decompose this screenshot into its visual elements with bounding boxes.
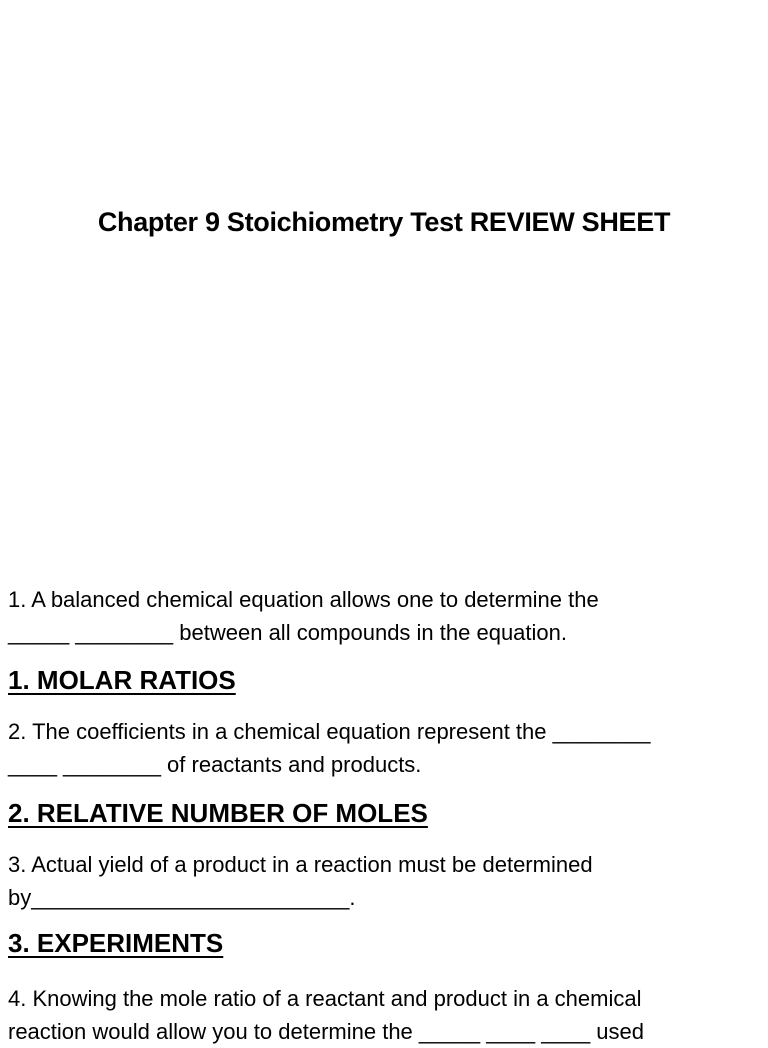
question-4-line-1: 4. Knowing the mole ratio of a reactant and product in a chemical: [8, 986, 642, 1011]
question-2-line-2: ____ ________ of reactants and products.: [8, 752, 422, 777]
page-title: Chapter 9 Stoichiometry Test REVIEW SHEET: [97, 207, 671, 237]
question-2: [8, 715, 760, 781]
question-4: [8, 982, 760, 1048]
question-3: [8, 848, 760, 914]
question-1: [8, 583, 760, 649]
answer-1: 1. MOLAR RATIOS: [8, 665, 236, 695]
question-3-line-2: by__________________________.: [8, 885, 356, 910]
question-4-line-2: reaction would allow you to determine the _____ ____ ____ used: [8, 1019, 645, 1044]
question-1-line-2: _____ ________ between all compounds in the equation.: [8, 620, 568, 645]
question-1-line-1: 1. A balanced chemical equation allows one to determine the: [8, 587, 599, 612]
question-2-line-1: 2. The coefficients in a chemical equation represent the ________: [8, 719, 651, 744]
answer-3: 3. EXPERIMENTS: [8, 928, 224, 958]
question-3-line-1: 3. Actual yield of a product in a reaction must be determined: [8, 852, 593, 877]
slide-review-questions: [0, 576, 768, 1044]
answer-2: 2. RELATIVE NUMBER OF MOLES: [8, 798, 428, 828]
